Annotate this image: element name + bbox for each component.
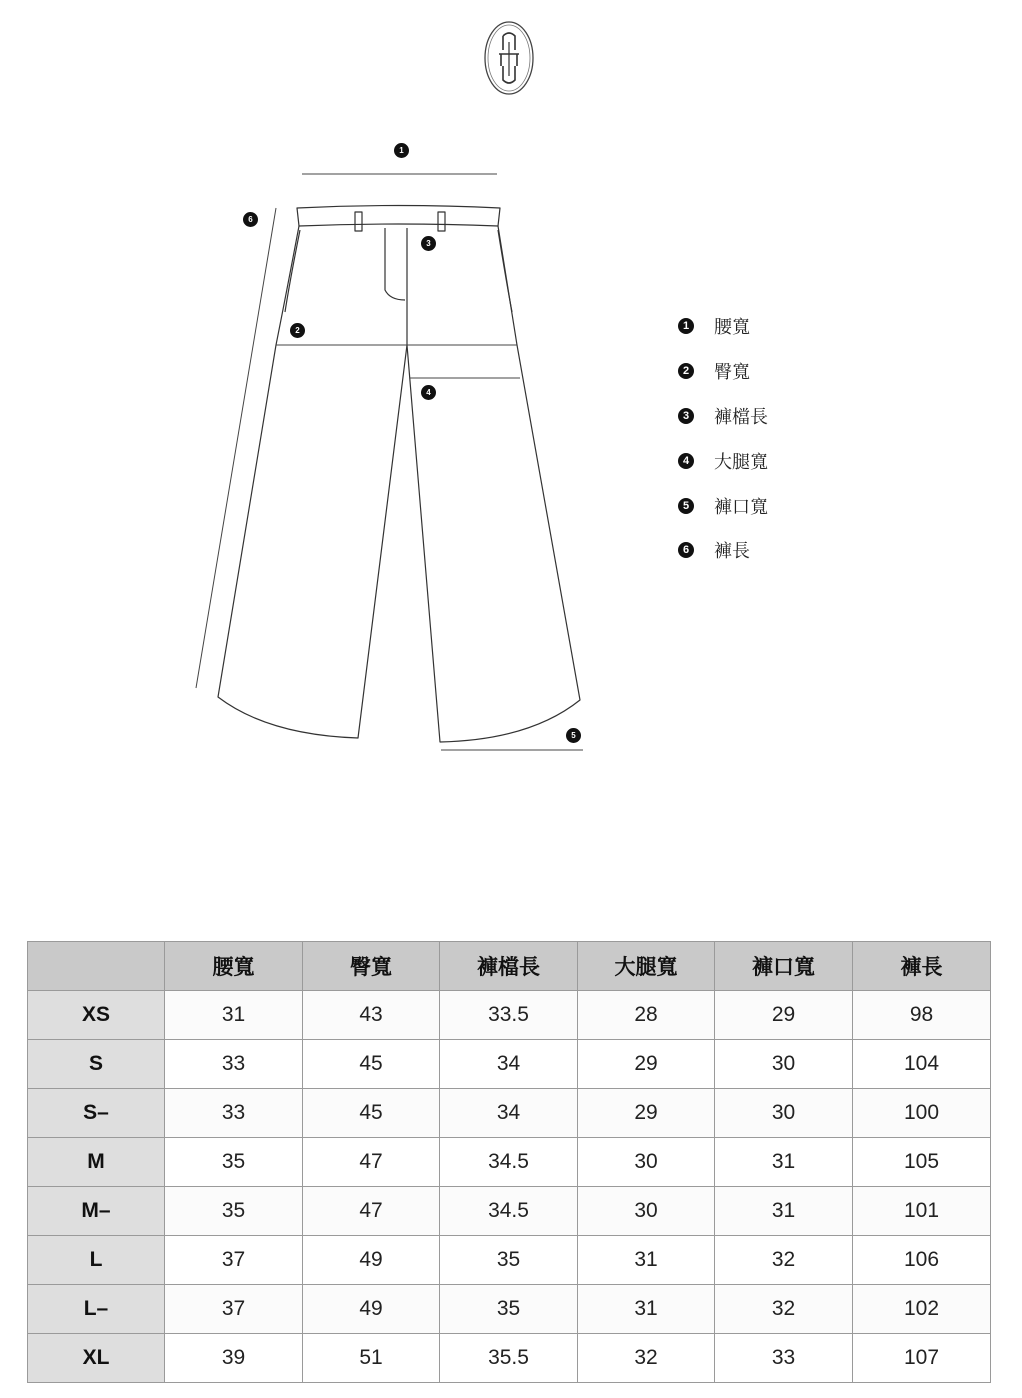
table-cell: 35.5 (440, 1334, 578, 1383)
table-cell: 45 (303, 1040, 440, 1089)
diagram-badge-2: 2 (290, 323, 305, 338)
waistband (297, 206, 500, 227)
table-row (28, 991, 991, 1040)
header-cell: 腰寬 (165, 942, 303, 991)
legend-badge: 5 (678, 498, 694, 514)
legend-item-hem (678, 493, 768, 519)
table-cell: 35 (165, 1187, 303, 1236)
table-row (28, 1236, 991, 1285)
table-cell: 30 (715, 1089, 853, 1138)
pocket-left (285, 230, 300, 312)
table-cell: 30 (578, 1138, 715, 1187)
legend-item-thigh (678, 448, 768, 474)
table-cell: 34.5 (440, 1138, 578, 1187)
size-label: S (28, 1040, 165, 1089)
table-cell: 32 (715, 1236, 853, 1285)
table-cell: 49 (303, 1285, 440, 1334)
table-cell: 34 (440, 1089, 578, 1138)
table-cell: 30 (578, 1187, 715, 1236)
fly (385, 228, 405, 300)
table-cell: 104 (853, 1040, 991, 1089)
pants-measurement-diagram (0, 0, 660, 800)
table-row (28, 1040, 991, 1089)
table-cell: 30 (715, 1040, 853, 1089)
table-row (28, 1089, 991, 1138)
legend-label: 褲長 (714, 541, 750, 562)
table-cell: 35 (165, 1138, 303, 1187)
table-row (28, 1334, 991, 1383)
size-label: L (28, 1236, 165, 1285)
table-cell: 35 (440, 1285, 578, 1334)
table-cell: 107 (853, 1334, 991, 1383)
table-row (28, 1285, 991, 1334)
legend-label: 褲檔長 (714, 407, 768, 428)
table-cell: 31 (578, 1236, 715, 1285)
table-cell: 32 (578, 1334, 715, 1383)
table-cell: 31 (165, 991, 303, 1040)
table-cell: 51 (303, 1334, 440, 1383)
size-label: M– (28, 1187, 165, 1236)
table-cell: 32 (715, 1285, 853, 1334)
table-cell: 37 (165, 1285, 303, 1334)
belt-loop-right (438, 212, 445, 231)
table-cell: 33 (715, 1334, 853, 1383)
legend-item-length (678, 537, 750, 563)
size-chart-table (27, 941, 991, 1383)
size-label: XS (28, 991, 165, 1040)
table-cell: 29 (578, 1040, 715, 1089)
legend-badge: 1 (678, 318, 694, 334)
size-label: S– (28, 1089, 165, 1138)
legend-badge: 3 (678, 408, 694, 424)
length-measure-line (196, 208, 276, 688)
size-label: M (28, 1138, 165, 1187)
size-label: XL (28, 1334, 165, 1383)
table-header-row (28, 942, 991, 991)
diagram-badge-6: 6 (243, 212, 258, 227)
table-cell: 100 (853, 1089, 991, 1138)
legend-item-waist (678, 313, 750, 339)
table-cell: 43 (303, 991, 440, 1040)
table-cell: 102 (853, 1285, 991, 1334)
table-cell: 45 (303, 1089, 440, 1138)
diagram-badge-5: 5 (566, 728, 581, 743)
table-cell: 33 (165, 1089, 303, 1138)
table-cell: 35 (440, 1236, 578, 1285)
legend-label: 大腿寬 (714, 452, 768, 473)
table-cell: 101 (853, 1187, 991, 1236)
legend-badge: 6 (678, 542, 694, 558)
diagram-badge-4: 4 (421, 385, 436, 400)
table-cell: 29 (578, 1089, 715, 1138)
table-row (28, 1138, 991, 1187)
table-cell: 34 (440, 1040, 578, 1089)
table-row (28, 1187, 991, 1236)
legend-item-hip (678, 358, 750, 384)
header-cell: 褲檔長 (440, 942, 578, 991)
table-cell: 34.5 (440, 1187, 578, 1236)
header-cell: 臀寬 (303, 942, 440, 991)
table-cell: 98 (853, 991, 991, 1040)
table-cell: 106 (853, 1236, 991, 1285)
table-cell: 33 (165, 1040, 303, 1089)
header-cell: 褲口寬 (715, 942, 853, 991)
size-label: L– (28, 1285, 165, 1334)
header-cell: 大腿寬 (578, 942, 715, 991)
legend-label: 臀寬 (714, 362, 750, 383)
legend-item-rise (678, 403, 768, 429)
table-cell: 33.5 (440, 991, 578, 1040)
table-cell: 47 (303, 1187, 440, 1236)
belt-loop-left (355, 212, 362, 231)
table-cell: 47 (303, 1138, 440, 1187)
table-cell: 39 (165, 1334, 303, 1383)
diagram-badge-3: 3 (421, 236, 436, 251)
table-cell: 28 (578, 991, 715, 1040)
legend-label: 腰寬 (714, 317, 750, 338)
right-leg-outline (407, 226, 580, 742)
table-cell: 31 (578, 1285, 715, 1334)
table-cell: 31 (715, 1187, 853, 1236)
table-cell: 37 (165, 1236, 303, 1285)
table-cell: 31 (715, 1138, 853, 1187)
left-leg-outline (218, 226, 407, 738)
header-cell-corner (28, 942, 165, 991)
legend-badge: 4 (678, 453, 694, 469)
legend-label: 褲口寬 (714, 497, 768, 518)
diagram-badge-1: 1 (394, 143, 409, 158)
table-cell: 105 (853, 1138, 991, 1187)
legend-badge: 2 (678, 363, 694, 379)
table-cell: 49 (303, 1236, 440, 1285)
header-cell: 褲長 (853, 942, 991, 991)
table-cell: 29 (715, 991, 853, 1040)
